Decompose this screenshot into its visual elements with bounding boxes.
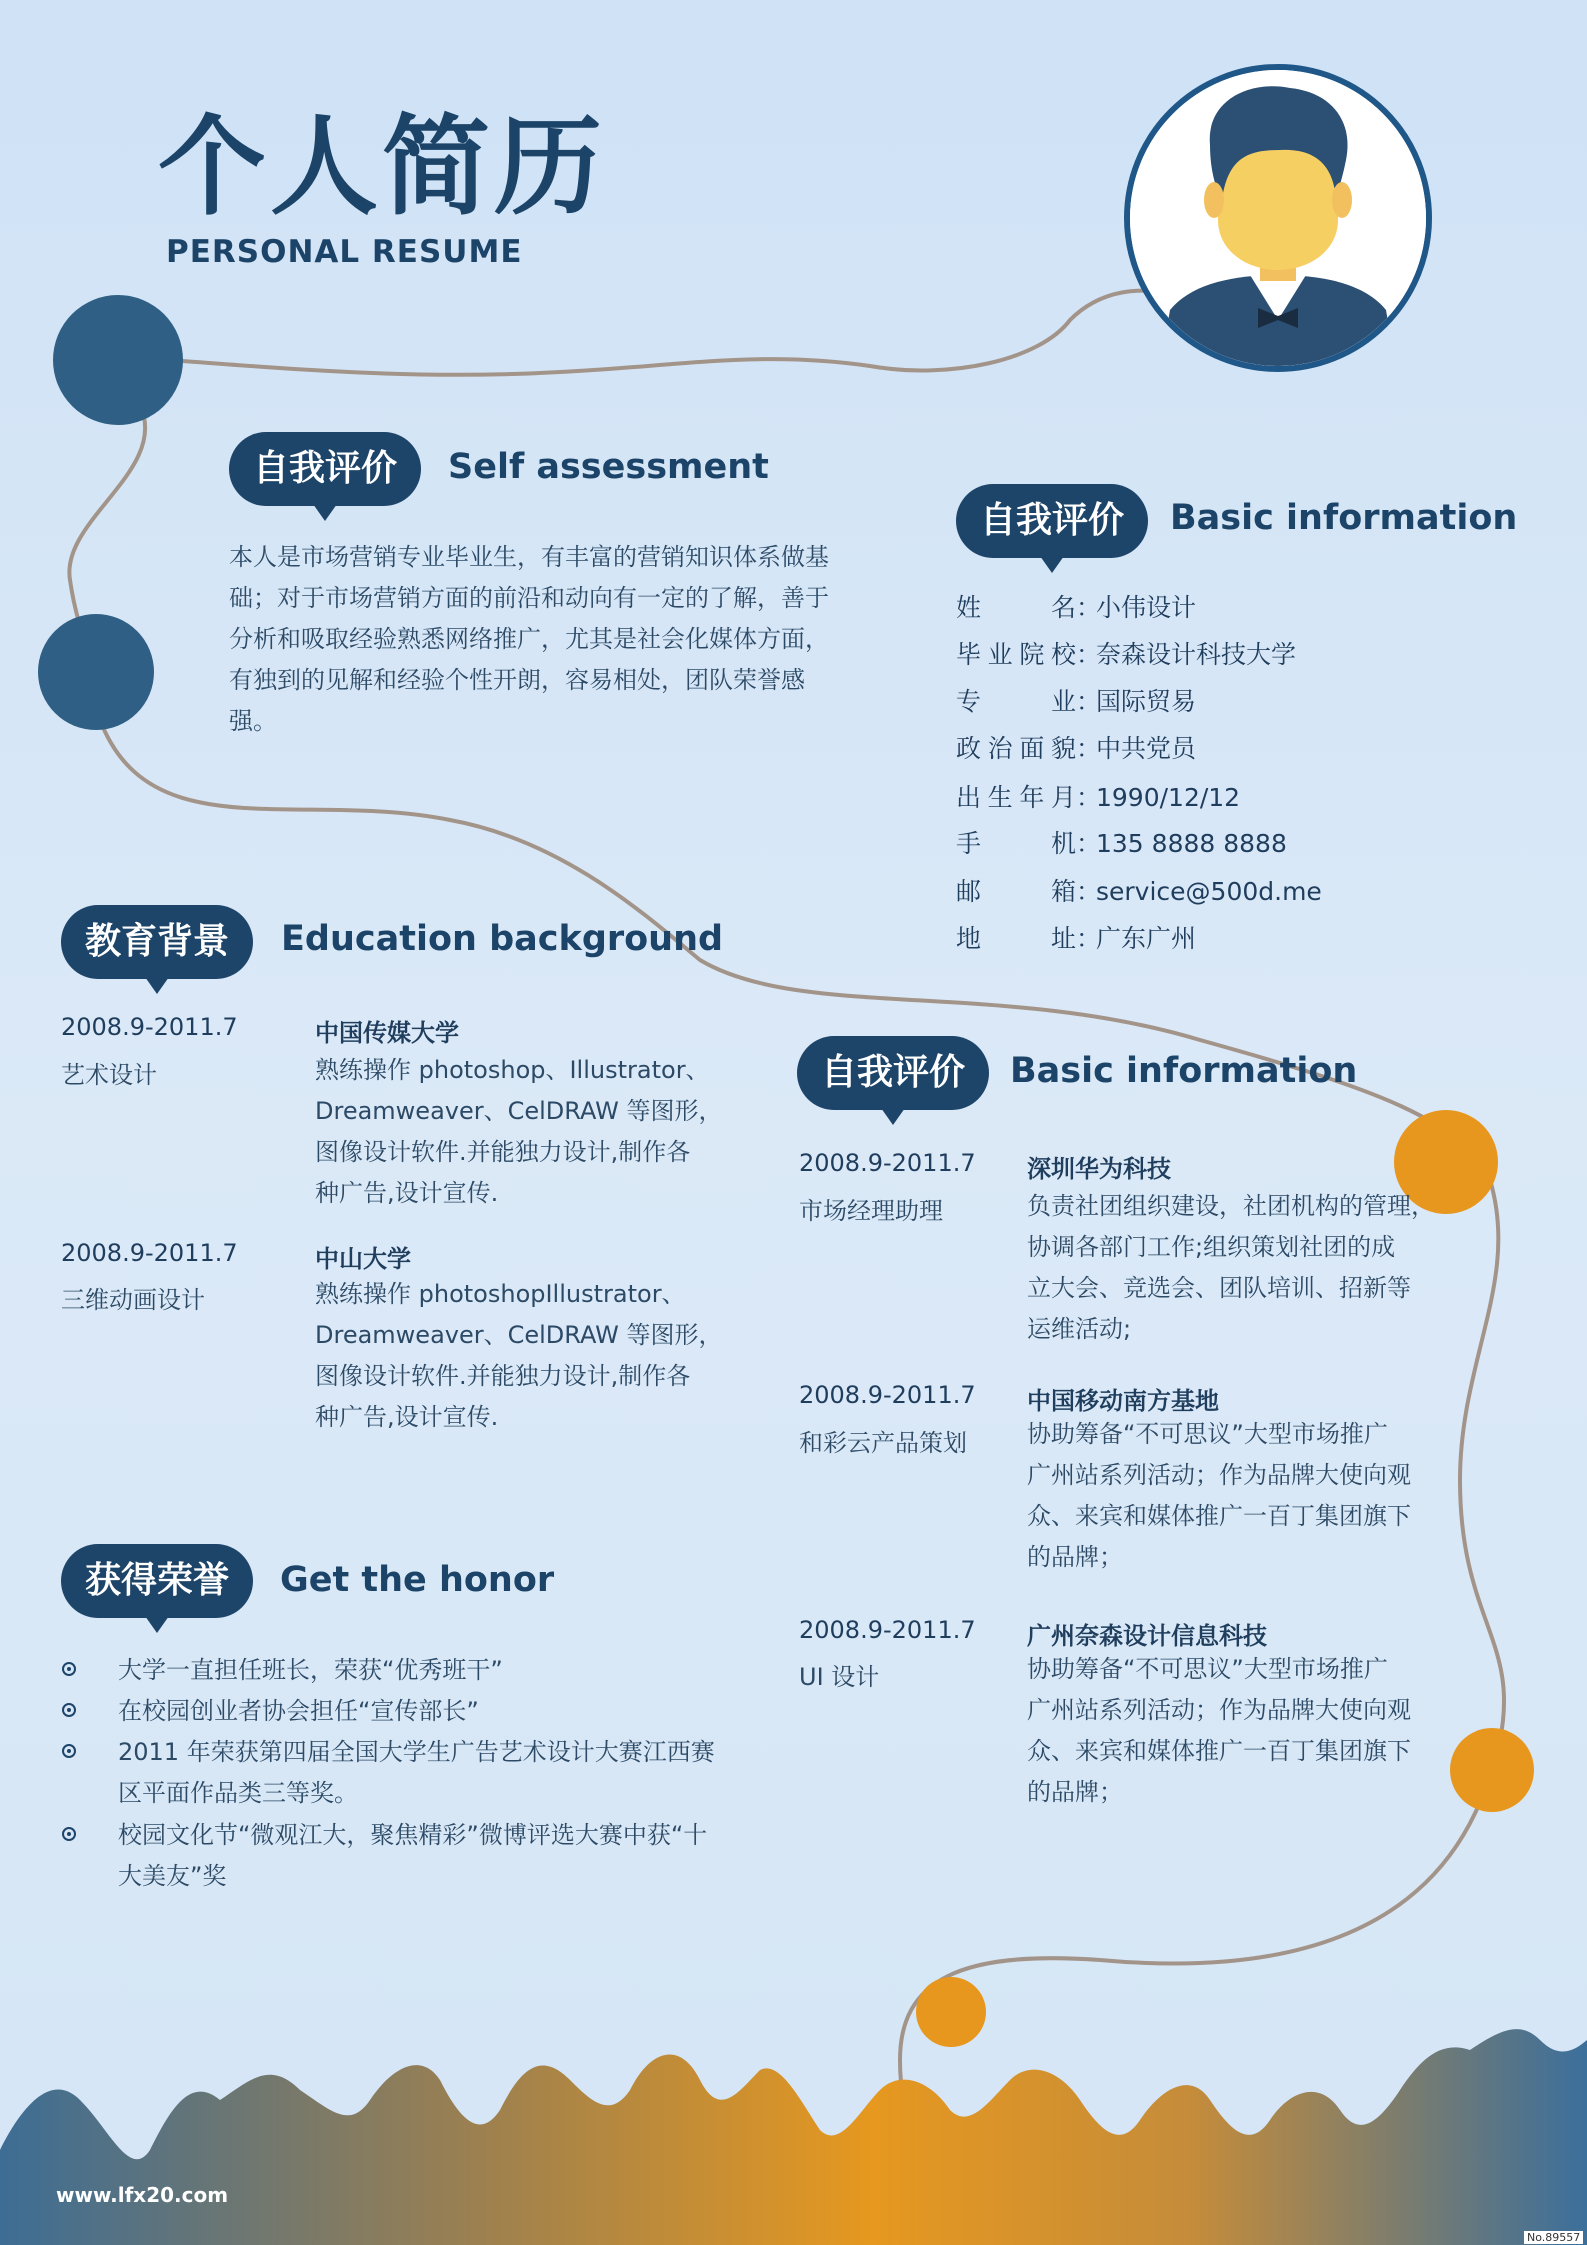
edu-major: 三维动画设计 — [61, 1286, 205, 1314]
info-value: 中共党员 — [1096, 734, 1197, 763]
exp-description — [1027, 1414, 1467, 1578]
info-value: 奈森设计科技大学 — [1096, 640, 1297, 669]
info-label: 毕业院校 — [956, 640, 1076, 669]
exp-role: 和彩云产品策划 — [799, 1429, 967, 1457]
honor-item — [62, 1650, 742, 1691]
experience-title: Basic information — [1010, 1051, 1358, 1091]
info-colon: ： — [1076, 640, 1102, 669]
info-value: service@500d.me — [1096, 877, 1322, 906]
avatar-illustration-icon — [1130, 70, 1426, 366]
bullet-circle-icon — [62, 1703, 76, 1717]
self-assessment-tag: 自我评价 — [229, 432, 421, 506]
education-title: Education background — [281, 919, 724, 959]
info-value: 小伟设计 — [1096, 593, 1197, 622]
info-label: 出生年月 — [956, 783, 1076, 812]
exp-company: 深圳华为科技 — [1027, 1155, 1171, 1183]
info-colon: ： — [1076, 593, 1102, 622]
avatar — [1124, 64, 1432, 372]
honor-line: 校园文化节“微观江大，聚焦精彩”微博评选大赛中获“十 — [118, 1821, 708, 1849]
info-label: 政治面貌 — [956, 734, 1076, 763]
info-colon: ： — [1076, 829, 1102, 858]
edu-school: 中国传媒大学 — [315, 1019, 459, 1047]
info-colon: ： — [1076, 734, 1102, 763]
self-assessment-line: 分析和吸取经验熟悉网络推广，尤其是社会化媒体方面， — [229, 625, 829, 653]
honor-line: 大美友”奖 — [118, 1862, 227, 1890]
info-value: 1990/12/12 — [1096, 783, 1241, 812]
info-value: 国际贸易 — [1096, 687, 1197, 716]
info-row-email — [956, 874, 1322, 910]
self-assessment-line: 础；对于市场营销方面的前沿和动向有一定的了解，善于 — [229, 584, 829, 612]
edu-date: 2008.9-2011.7 — [61, 1239, 238, 1267]
self-assessment-line: 有独到的见解和经验个性开朗，容易相处，团队荣誉感强。 — [229, 666, 805, 735]
self-assessment-line: 本人是市场营销专业毕业生，有丰富的营销知识体系做基 — [229, 543, 829, 571]
bullet-circle-icon — [62, 1827, 76, 1841]
info-row-birth — [956, 780, 1240, 816]
honor-item — [62, 1691, 742, 1732]
exp-description — [1027, 1649, 1467, 1813]
exp-line: 众、来宾和媒体推广一百丁集团旗下 — [1027, 1737, 1411, 1765]
info-colon: ： — [1076, 877, 1102, 906]
self-assessment-text — [229, 537, 849, 742]
info-row-political — [956, 731, 1196, 767]
exp-line: 的品牌； — [1027, 1778, 1123, 1806]
exp-line: 协调各部门工作;组织策划社团的成 — [1027, 1233, 1396, 1261]
edu-line: 图像设计软件.并能独力设计,制作各 — [315, 1138, 691, 1166]
basic-info-tag: 自我评价 — [956, 484, 1148, 558]
info-value: 广东广州 — [1096, 924, 1197, 953]
honor-item — [62, 1815, 742, 1897]
info-label: 姓名 — [956, 593, 1076, 622]
deco-circle-blue-2 — [38, 614, 154, 730]
edu-line: Dreamweaver、CelDRAW 等图形， — [315, 1097, 723, 1125]
bullet-circle-icon — [62, 1662, 76, 1676]
honors-title: Get the honor — [280, 1560, 555, 1600]
info-label: 专业 — [956, 687, 1076, 716]
exp-line: 负责社团组织建设，社团机构的管理， — [1027, 1192, 1435, 1220]
exp-company: 中国移动南方基地 — [1027, 1387, 1219, 1415]
edu-line: 种广告,设计宣传. — [315, 1403, 499, 1431]
page-subtitle: PERSONAL RESUME — [166, 234, 523, 270]
edu-major: 艺术设计 — [61, 1061, 157, 1089]
edu-line: 熟练操作 photoshop、Illustrator、 — [315, 1056, 710, 1084]
honor-item — [62, 1732, 742, 1814]
info-value: 135 8888 8888 — [1096, 829, 1287, 858]
exp-date: 2008.9-2011.7 — [799, 1616, 976, 1644]
edu-line: 熟练操作 photoshopIllustrator、 — [315, 1280, 686, 1308]
honor-line: 2011 年荣获第四届全国大学生广告艺术设计大赛江西赛 — [118, 1738, 715, 1766]
exp-line: 众、来宾和媒体推广一百丁集团旗下 — [1027, 1502, 1411, 1530]
template-id-tag: No.89557 — [1524, 2231, 1583, 2244]
edu-school: 中山大学 — [315, 1245, 411, 1273]
exp-description — [1027, 1186, 1467, 1350]
page-title: 个人简历 — [158, 105, 607, 230]
deco-circle-blue-1 — [53, 295, 183, 425]
self-assessment-title: Self assessment — [448, 447, 769, 487]
education-tag: 教育背景 — [61, 905, 253, 979]
edu-date: 2008.9-2011.7 — [61, 1013, 238, 1041]
info-row-phone — [956, 826, 1287, 862]
bullet-circle-icon — [62, 1744, 76, 1758]
info-row-school — [956, 637, 1296, 673]
mountains — [0, 2029, 1587, 2245]
info-label: 手机 — [956, 829, 1076, 858]
exp-line: 立大会、竞选会、团队培训、招新等 — [1027, 1274, 1411, 1302]
exp-line: 的品牌； — [1027, 1543, 1123, 1571]
basic-info-title: Basic information — [1170, 498, 1518, 538]
info-colon: ： — [1076, 783, 1102, 812]
website-watermark: www.lfx20.com — [56, 2183, 229, 2207]
info-colon: ： — [1076, 924, 1102, 953]
exp-line: 协助筹备“不可思议”大型市场推广 — [1027, 1655, 1388, 1683]
info-label: 地址 — [956, 924, 1076, 953]
info-row-address — [956, 921, 1196, 957]
exp-line: 协助筹备“不可思议”大型市场推广 — [1027, 1420, 1388, 1448]
edu-description — [315, 1050, 755, 1214]
info-label: 邮箱 — [956, 877, 1076, 906]
edu-description — [315, 1274, 755, 1438]
exp-date: 2008.9-2011.7 — [799, 1381, 976, 1409]
edu-line: 图像设计软件.并能独力设计,制作各 — [315, 1362, 691, 1390]
edu-line: Dreamweaver、CelDRAW 等图形， — [315, 1321, 723, 1349]
exp-company: 广州奈森设计信息科技 — [1027, 1622, 1267, 1650]
exp-line: 广州站系列活动；作为品牌大使向观 — [1027, 1696, 1411, 1724]
info-row-name — [956, 590, 1196, 626]
exp-role: UI 设计 — [799, 1663, 880, 1691]
honor-line: 在校园创业者协会担任“宣传部长” — [118, 1697, 479, 1725]
experience-tag: 自我评价 — [797, 1036, 989, 1110]
deco-circle-orange-3 — [916, 1977, 986, 2047]
exp-line: 广州站系列活动；作为品牌大使向观 — [1027, 1461, 1411, 1489]
exp-line: 运维活动; — [1027, 1315, 1132, 1343]
honors-tag: 获得荣誉 — [61, 1544, 253, 1618]
info-row-major — [956, 684, 1196, 720]
edu-line: 种广告,设计宣传. — [315, 1179, 499, 1207]
honor-line: 大学一直担任班长，荣获“优秀班干” — [118, 1656, 503, 1684]
honor-line: 区平面作品类三等奖。 — [118, 1779, 358, 1807]
exp-role: 市场经理助理 — [799, 1197, 943, 1225]
info-colon: ： — [1076, 687, 1102, 716]
exp-date: 2008.9-2011.7 — [799, 1149, 976, 1177]
